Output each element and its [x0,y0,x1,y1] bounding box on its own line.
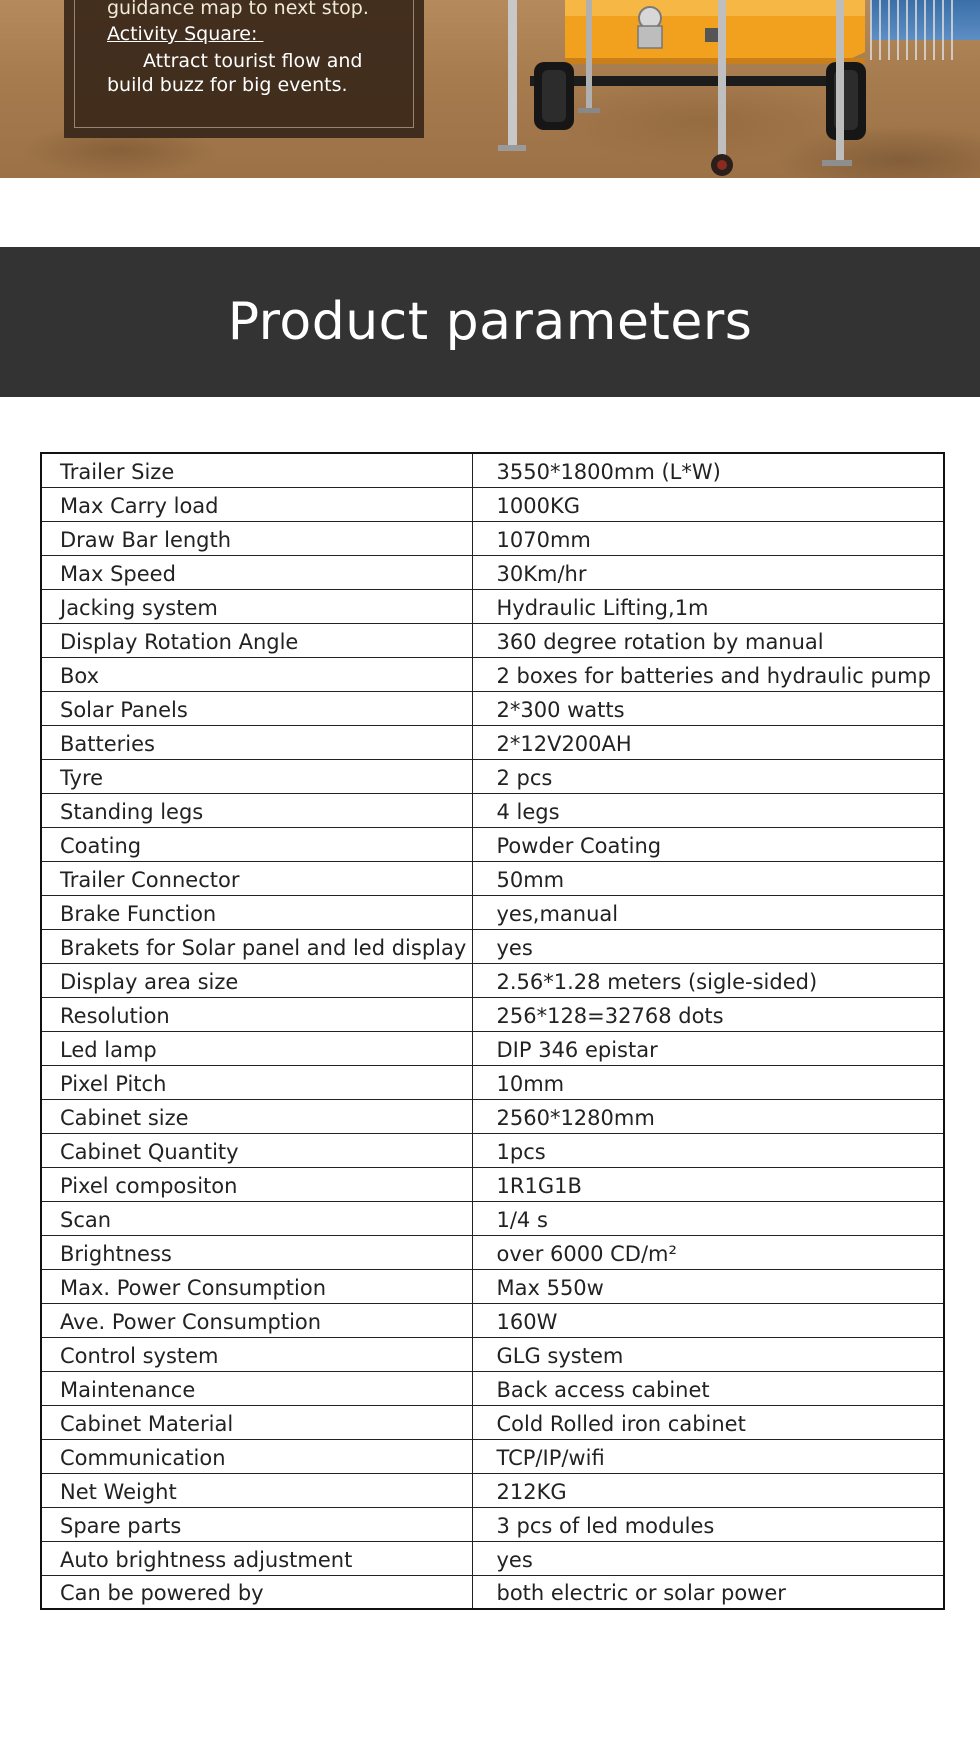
info-heading: Activity Square: [107,23,264,45]
parameter-value: Back access cabinet [472,1371,944,1405]
table-row [41,1337,944,1371]
parameter-value: 360 degree rotation by manual [472,623,944,657]
table-row [41,1473,944,1507]
table-row [41,623,944,657]
table-row [41,1167,944,1201]
parameter-value: GLG system [472,1337,944,1371]
table-row [41,453,944,487]
table-row [41,1575,944,1609]
table-row [41,691,944,725]
info-body-text: Attract tourist flow and build buzz for big events. [107,50,363,96]
parameter-value: 212KG [472,1473,944,1507]
info-panel-frame [74,0,414,128]
parameter-value: yes,manual [472,895,944,929]
parameter-label: Auto brightness adjustment [41,1541,472,1575]
table-row [41,759,944,793]
parameter-label: Cabinet size [41,1099,472,1133]
table-row [41,1235,944,1269]
parameter-value: Powder Coating [472,827,944,861]
parameter-value: 4 legs [472,793,944,827]
parameter-label: Jacking system [41,589,472,623]
parameter-label: Scan [41,1201,472,1235]
parameter-value: 1000KG [472,487,944,521]
parameter-value: 256*128=32768 dots [472,997,944,1031]
table-row [41,827,944,861]
table-row [41,1371,944,1405]
parameter-label: Pixel Pitch [41,1065,472,1099]
parameter-label: Maintenance [41,1371,472,1405]
parameter-label: Brightness [41,1235,472,1269]
parameter-value: Hydraulic Lifting,1m [472,589,944,623]
table-row [41,725,944,759]
parameter-value: 30Km/hr [472,555,944,589]
parameter-value: 2*300 watts [472,691,944,725]
table-row [41,861,944,895]
parameter-label: Max. Power Consumption [41,1269,472,1303]
parameters-table [40,452,945,1610]
parameter-value: DIP 346 epistar [472,1031,944,1065]
section-title: Product parameters [227,292,753,352]
parameter-value: 2*12V200AH [472,725,944,759]
trailer-illustration [470,0,890,178]
table-row [41,487,944,521]
parameter-label: Box [41,657,472,691]
table-row [41,555,944,589]
table-row [41,1405,944,1439]
parameter-value: Max 550w [472,1269,944,1303]
table-row [41,793,944,827]
parameter-value: 1R1G1B [472,1167,944,1201]
parameter-label: Control system [41,1337,472,1371]
table-row [41,521,944,555]
parameter-value: over 6000 CD/m² [472,1235,944,1269]
table-row [41,1201,944,1235]
parameter-value: 50mm [472,861,944,895]
parameter-value: 2560*1280mm [472,1099,944,1133]
parameter-label: Communication [41,1439,472,1473]
parameter-label: Display Rotation Angle [41,623,472,657]
parameter-value: yes [472,929,944,963]
parameter-label: Batteries [41,725,472,759]
parameter-label: Cabinet Quantity [41,1133,472,1167]
parameter-label: Solar Panels [41,691,472,725]
parameter-label: Resolution [41,997,472,1031]
table-row [41,589,944,623]
table-row [41,1439,944,1473]
table-row [41,1541,944,1575]
parameter-value: 1/4 s [472,1201,944,1235]
table-row [41,1507,944,1541]
parameter-value: both electric or solar power [472,1575,944,1609]
parameter-label: Coating [41,827,472,861]
table-row [41,1099,944,1133]
table-row [41,963,944,997]
table-row [41,1031,944,1065]
parameter-value: 10mm [472,1065,944,1099]
table-row [41,997,944,1031]
parameter-label: Trailer Connector [41,861,472,895]
table-row [41,1303,944,1337]
parameter-value: 2.56*1.28 meters (sigle-sided) [472,963,944,997]
parameter-label: Draw Bar length [41,521,472,555]
parameter-label: Net Weight [41,1473,472,1507]
table-row [41,929,944,963]
table-row [41,895,944,929]
parameter-label: Max Speed [41,555,472,589]
parameter-label: Display area size [41,963,472,997]
parameter-value: 1pcs [472,1133,944,1167]
table-row [41,657,944,691]
parameter-value: TCP/IP/wifi [472,1439,944,1473]
parameter-label: Brake Function [41,895,472,929]
info-panel [64,0,424,138]
parameter-label: Tyre [41,759,472,793]
parameter-label: Trailer Size [41,453,472,487]
parameter-label: Standing legs [41,793,472,827]
parameter-label: Ave. Power Consumption [41,1303,472,1337]
section-banner [0,247,980,397]
parameter-value: 1070mm [472,521,944,555]
parameters-table-body [41,453,944,1609]
parameter-value: 2 pcs [472,759,944,793]
parameter-label: Can be powered by [41,1575,472,1609]
parameter-value: 2 boxes for batteries and hydraulic pump [472,657,944,691]
parameter-label: Spare parts [41,1507,472,1541]
parameter-label: Pixel compositon [41,1167,472,1201]
parameter-value: Cold Rolled iron cabinet [472,1405,944,1439]
parameter-label: Max Carry load [41,487,472,521]
info-partial-text: guidance map to next stop. [107,0,369,19]
hero-photo [0,0,980,178]
parameter-label: Led lamp [41,1031,472,1065]
parameter-label: Cabinet Material [41,1405,472,1439]
parameter-value: 3 pcs of led modules [472,1507,944,1541]
table-row [41,1065,944,1099]
parameter-value: 3550*1800mm (L*W) [472,453,944,487]
parameter-value: 160W [472,1303,944,1337]
parameter-label: Brakets for Solar panel and led display [41,929,472,963]
table-row [41,1269,944,1303]
table-row [41,1133,944,1167]
parameter-value: yes [472,1541,944,1575]
